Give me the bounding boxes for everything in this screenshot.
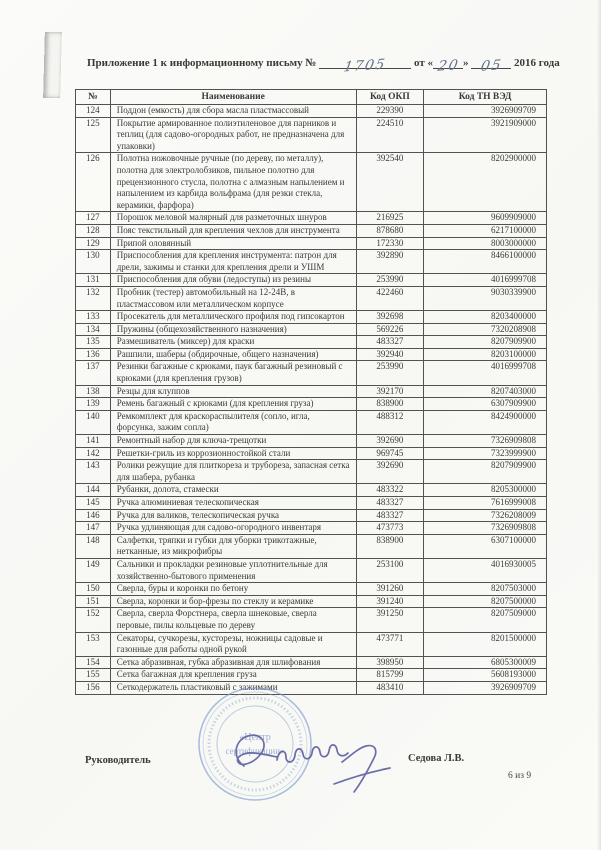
table-row: [76, 435, 547, 448]
cell-tnved: 8207500000: [424, 595, 547, 608]
items-table-wrap: [75, 89, 547, 695]
table-row: [76, 153, 547, 212]
cell-number: 144: [76, 484, 111, 497]
cell-number: 132: [76, 286, 111, 310]
cell-tnved: 8202900000: [424, 153, 547, 212]
cell-name: Резинки багажные с крюками, паук багажный резиновый с крюками (для крепления грузов): [110, 361, 356, 385]
table-row: [76, 447, 547, 460]
cell-number: 154: [76, 656, 111, 669]
cell-name: Сеткодержатель пластиковый с зажимами: [110, 681, 356, 694]
table-row: [76, 497, 547, 510]
table-row: [76, 583, 547, 596]
handwritten-month: 05: [471, 56, 511, 69]
cell-number: 151: [76, 595, 111, 608]
table-row: [76, 484, 547, 497]
cell-tnved: 6307909900: [424, 398, 547, 411]
header-row: [76, 90, 547, 105]
table-row: [76, 669, 547, 682]
cell-okp: 815799: [356, 669, 424, 682]
footer-signer-name: Седова Л.В.: [408, 753, 465, 764]
cell-okp: 253990: [356, 274, 424, 287]
col-header-name: Наименование: [110, 90, 356, 105]
cell-number: 156: [76, 681, 111, 694]
title-suffix: 2016 года: [514, 57, 560, 69]
cell-number: 146: [76, 509, 111, 522]
table-row: [76, 656, 547, 669]
cell-okp: 391240: [356, 595, 424, 608]
table-row: [76, 105, 547, 118]
cell-number: 134: [76, 323, 111, 336]
cell-tnved: 4016999708: [424, 274, 547, 287]
cell-tnved: 7616999008: [424, 497, 547, 510]
cell-okp: 253100: [356, 558, 424, 582]
cell-name: Салфетки, тряпки и губки для уборки трикотажные, нетканные, из микрофибры: [110, 534, 356, 558]
cell-number: 130: [76, 250, 111, 274]
cell-number: 148: [76, 534, 111, 558]
handwritten-day: 20: [433, 56, 463, 69]
cell-tnved: 8203400000: [424, 311, 547, 324]
table-row: [76, 410, 547, 434]
stamp-text-line2: сертификации»: [225, 746, 285, 756]
cell-tnved: 7326909808: [424, 522, 547, 535]
cell-okp: 391260: [356, 583, 424, 596]
cell-okp: 392170: [356, 385, 424, 398]
cell-tnved: 4016999708: [424, 361, 547, 385]
cell-name: Порошок меловой малярный для разметочных шнуров: [110, 212, 356, 225]
footer-role-label: Руководитель: [85, 755, 151, 766]
table-row: [76, 608, 547, 632]
cell-tnved: 7326208009: [424, 509, 547, 522]
cell-number: 147: [76, 522, 111, 535]
cell-okp: 398950: [356, 656, 424, 669]
cell-tnved: 8205300000: [424, 484, 547, 497]
cell-name: Приспособления для обуви (ледоступы) из резины: [110, 274, 356, 287]
cell-name: Ремень багажный с крюками (для крепления груза): [110, 398, 356, 411]
cell-name: Поддон (емкость) для сбора масла пластмассовый: [110, 105, 356, 118]
cell-tnved: 8207909900: [424, 460, 547, 484]
title-quote-close: »: [463, 57, 469, 69]
cell-okp: 229390: [356, 105, 424, 118]
cell-number: 145: [76, 497, 111, 510]
cell-number: 138: [76, 385, 111, 398]
cell-name: Ролики режущие для плиткореза и трубореза, запасная сетка для шабера, рубанка: [110, 460, 356, 484]
cell-tnved: 3926909709: [424, 681, 547, 694]
cell-okp: 483327: [356, 336, 424, 349]
cell-okp: 392690: [356, 435, 424, 448]
cell-name: Рубанки, долота, стамески: [110, 484, 356, 497]
cell-number: 136: [76, 348, 111, 361]
cell-tnved: 3926909709: [424, 105, 547, 118]
items-table-head: [76, 90, 547, 105]
title-mid: от «: [413, 57, 433, 69]
cell-okp: 392940: [356, 348, 424, 361]
cell-number: 143: [76, 460, 111, 484]
cell-okp: 569226: [356, 323, 424, 336]
cell-number: 129: [76, 237, 111, 250]
cell-name: Сверла, коронки и бор-фрезы по стеклу и керамике: [110, 595, 356, 608]
cell-number: 139: [76, 398, 111, 411]
cell-tnved: 6307100000: [424, 534, 547, 558]
table-row: [76, 237, 547, 250]
cell-number: 131: [76, 274, 111, 287]
cell-name: Ремкомплект для краскораспылителя (сопло, игла, форсунка, зажим сопла): [110, 410, 356, 434]
cell-okp: 838900: [356, 398, 424, 411]
cell-tnved: 8207403000: [424, 385, 547, 398]
table-row: [76, 460, 547, 484]
cell-okp: 422460: [356, 286, 424, 310]
items-table-body: [76, 105, 547, 695]
table-row: [76, 509, 547, 522]
cell-name: Сверла, буры и коронки по бетону: [110, 583, 356, 596]
cell-number: 128: [76, 224, 111, 237]
cell-okp: 392698: [356, 311, 424, 324]
cell-tnved: 8207909900: [424, 336, 547, 349]
cell-name: Рашпили, шаберы (обдирочные, общего назначения): [110, 348, 356, 361]
table-row: [76, 336, 547, 349]
cell-okp: 473773: [356, 522, 424, 535]
scan-artifact: [43, 32, 62, 98]
cell-name: Размешиватель (миксер) для краски: [110, 336, 356, 349]
cell-name: Сальники и прокладки резиновые уплотнительные для хозяйственно-бытового применения: [110, 558, 356, 582]
cell-tnved: 6217100000: [424, 224, 547, 237]
cell-okp: 392890: [356, 250, 424, 274]
cell-okp: 216925: [356, 212, 424, 225]
cell-okp: 392690: [356, 460, 424, 484]
cell-tnved: 9030339900: [424, 286, 547, 310]
table-row: [76, 212, 547, 225]
cell-name: Припой оловянный: [110, 237, 356, 250]
table-row: [76, 224, 547, 237]
cell-tnved: 8466100000: [424, 250, 547, 274]
cell-name: Секаторы, сучкорезы, кусторезы, ножницы садовые и газонные для работы одной рукой: [110, 632, 356, 656]
cell-okp: 838900: [356, 534, 424, 558]
table-row: [76, 632, 547, 656]
signature: [222, 722, 407, 797]
cell-okp: 392540: [356, 153, 424, 212]
cell-number: 152: [76, 608, 111, 632]
title-prefix: Приложение 1 к информационному письму №: [87, 57, 317, 69]
cell-name: Пружины (общехозяйственного назначения): [110, 323, 356, 336]
cell-tnved: 5608193000: [424, 669, 547, 682]
cell-number: 155: [76, 669, 111, 682]
cell-number: 142: [76, 447, 111, 460]
cell-okp: 224510: [356, 117, 424, 153]
cell-tnved: 8207503000: [424, 583, 547, 596]
cell-tnved: 8003000000: [424, 237, 547, 250]
cell-tnved: 7320208908: [424, 323, 547, 336]
cell-tnved: 7323999900: [424, 447, 547, 460]
scan-edge-shadow: [597, 0, 601, 850]
document-title: [87, 56, 567, 76]
cell-tnved: 3921909000: [424, 117, 547, 153]
cell-okp: 172330: [356, 237, 424, 250]
cell-okp: 391250: [356, 608, 424, 632]
cell-number: 141: [76, 435, 111, 448]
page-indicator: 6 из 9: [508, 771, 532, 781]
cell-name: Ручка удлиняющая для садово-огородного инвентаря: [110, 522, 356, 535]
cell-name: Сетка абразивная, губка абразивная для шлифования: [110, 656, 356, 669]
cell-name: Просекатель для металлического профиля под гипсокартон: [110, 311, 356, 324]
cell-number: 137: [76, 361, 111, 385]
table-row: [76, 311, 547, 324]
cell-name: Сверла, сверла Форстнера, сверла шнековые, сверла перовые, пилы кольцевые по дереву: [110, 608, 356, 632]
table-row: [76, 117, 547, 153]
cell-name: Ручка алюминиевая телескопическая: [110, 497, 356, 510]
cell-name: Резцы для клуппов: [110, 385, 356, 398]
table-row: [76, 522, 547, 535]
table-row: [76, 274, 547, 287]
table-row: [76, 348, 547, 361]
cell-name: Ручка для валиков, телескопическая ручка: [110, 509, 356, 522]
cell-number: 140: [76, 410, 111, 434]
table-row: [76, 361, 547, 385]
handwritten-letter-number: 1705: [319, 56, 411, 69]
cell-okp: 483327: [356, 497, 424, 510]
cell-okp: 473771: [356, 632, 424, 656]
cell-okp: 878680: [356, 224, 424, 237]
cell-tnved: 8203100000: [424, 348, 547, 361]
cell-name: Решетки-гриль из коррозионностойкой стали: [110, 447, 356, 460]
cell-number: 127: [76, 212, 111, 225]
cell-tnved: 8207509000: [424, 608, 547, 632]
cell-number: 124: [76, 105, 111, 118]
cell-name: Пробник (тестер) автомобильный на 12-24В, в пластмассовом или металлическом корпусе: [110, 286, 356, 310]
stamp-text-line1: «Центр: [239, 732, 271, 743]
cell-tnved: 8424900000: [424, 410, 547, 434]
cell-name: Пояс текстильный для крепления чехлов для инструмента: [110, 224, 356, 237]
cell-name: Приспособления для крепления инструмента: патрон для дрели, зажимы и станки для крепления дрели и УШМ: [110, 250, 356, 274]
cell-tnved: 6805300009: [424, 656, 547, 669]
cell-number: 133: [76, 311, 111, 324]
cell-number: 126: [76, 153, 111, 212]
cell-tnved: 8201500000: [424, 632, 547, 656]
table-row: [76, 286, 547, 310]
items-table: [75, 89, 547, 695]
cell-name: Покрытие армированное полиэтиленовое для парников и теплиц (для садово-огородных работ, не предназначена для упаковки): [110, 117, 356, 153]
table-row: [76, 398, 547, 411]
table-row: [76, 385, 547, 398]
cell-name: Сетка багажная для крепления груза: [110, 669, 356, 682]
cell-number: 153: [76, 632, 111, 656]
cell-okp: 488312: [356, 410, 424, 434]
cell-okp: 483327: [356, 509, 424, 522]
col-header-number: №: [76, 90, 111, 105]
cell-okp: 253990: [356, 361, 424, 385]
cell-number: 150: [76, 583, 111, 596]
cell-number: 149: [76, 558, 111, 582]
cell-okp: 483410: [356, 681, 424, 694]
cell-name: Ремонтный набор для ключа-трещотки: [110, 435, 356, 448]
cell-name: Полотна ножовочные ручные (по дереву, по металлу), полотна для электролобзиков, пильное полотно для прецензионного стусла, полотна с алмазным напылением и напылением из карбида вольфрама (для резки стекла, керамики, фарфора): [110, 153, 356, 212]
cell-tnved: 7326909808: [424, 435, 547, 448]
cell-number: 135: [76, 336, 111, 349]
cell-tnved: 4016930005: [424, 558, 547, 582]
col-header-tnved: Код ТН ВЭД: [424, 90, 547, 105]
table-row: [76, 250, 547, 274]
table-row: [76, 595, 547, 608]
cell-okp: 969745: [356, 447, 424, 460]
table-row: [76, 323, 547, 336]
cell-tnved: 9609909000: [424, 212, 547, 225]
table-row: [76, 558, 547, 582]
table-row: [76, 534, 547, 558]
col-header-okp: Код ОКП: [356, 90, 424, 105]
cell-okp: 483322: [356, 484, 424, 497]
cell-number: 125: [76, 117, 111, 153]
